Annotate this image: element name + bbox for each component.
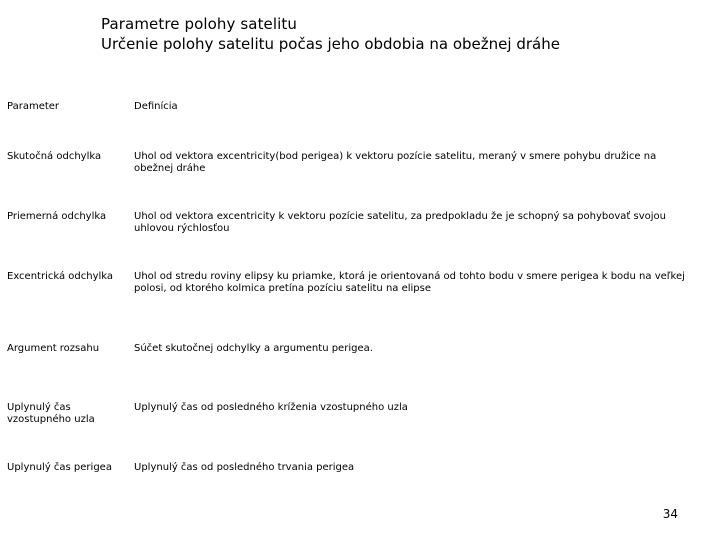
table-row bbox=[7, 462, 697, 522]
column-header-definition: Definícia bbox=[134, 101, 178, 112]
table-row bbox=[7, 343, 697, 403]
parameter-cell: Priemerná odchylka bbox=[7, 211, 107, 222]
column-header-parameter: Parameter bbox=[7, 101, 60, 112]
definition-cell: Uhol od stredu roviny elipsy ku priamke, ktorá je orientovaná od tohto bodu v smere perigea k bodu na veľkej polosi, od ktorého kolmica pretína pozíciu satelitu na elipse bbox=[134, 271, 685, 294]
parameter-cell: Uplynulý čas perigea bbox=[7, 462, 112, 473]
definition-cell: Súčet skutočnej odchylky a argumentu perigea. bbox=[134, 343, 373, 354]
parameter-cell: Uplynulý čas vzostupného uzla bbox=[7, 402, 95, 425]
page-title: Parametre polohy satelitu bbox=[101, 15, 298, 33]
table-row bbox=[7, 271, 697, 331]
parameter-cell: Argument rozsahu bbox=[7, 343, 100, 354]
page-number: 34 bbox=[662, 507, 678, 521]
parameter-cell: Skutočná odchylka bbox=[7, 151, 102, 162]
definition-cell: Uhol od vektora excentricity(bod perigea) k vektoru pozície satelitu, meraný v smere pohybu družice na obežnej dráhe bbox=[134, 151, 657, 174]
table-row bbox=[7, 402, 697, 462]
table-row bbox=[7, 211, 697, 271]
definition-cell: Uhol od vektora excentricity k vektoru pozície satelitu, za predpokladu že je schopný sa pohybovať svojou uhlovou rýchlosťou bbox=[134, 211, 666, 234]
definition-cell: Uplynulý čas od posledného trvania perigea bbox=[134, 462, 355, 473]
slide-header bbox=[101, 14, 701, 54]
parameter-cell: Excentrická odchylka bbox=[7, 271, 114, 282]
table-row bbox=[7, 151, 697, 211]
page-subtitle: Určenie polohy satelitu počas jeho obdobia na obežnej dráhe bbox=[101, 35, 560, 53]
definition-cell: Uplynulý čas od posledného kríženia vzostupného uzla bbox=[134, 402, 408, 413]
